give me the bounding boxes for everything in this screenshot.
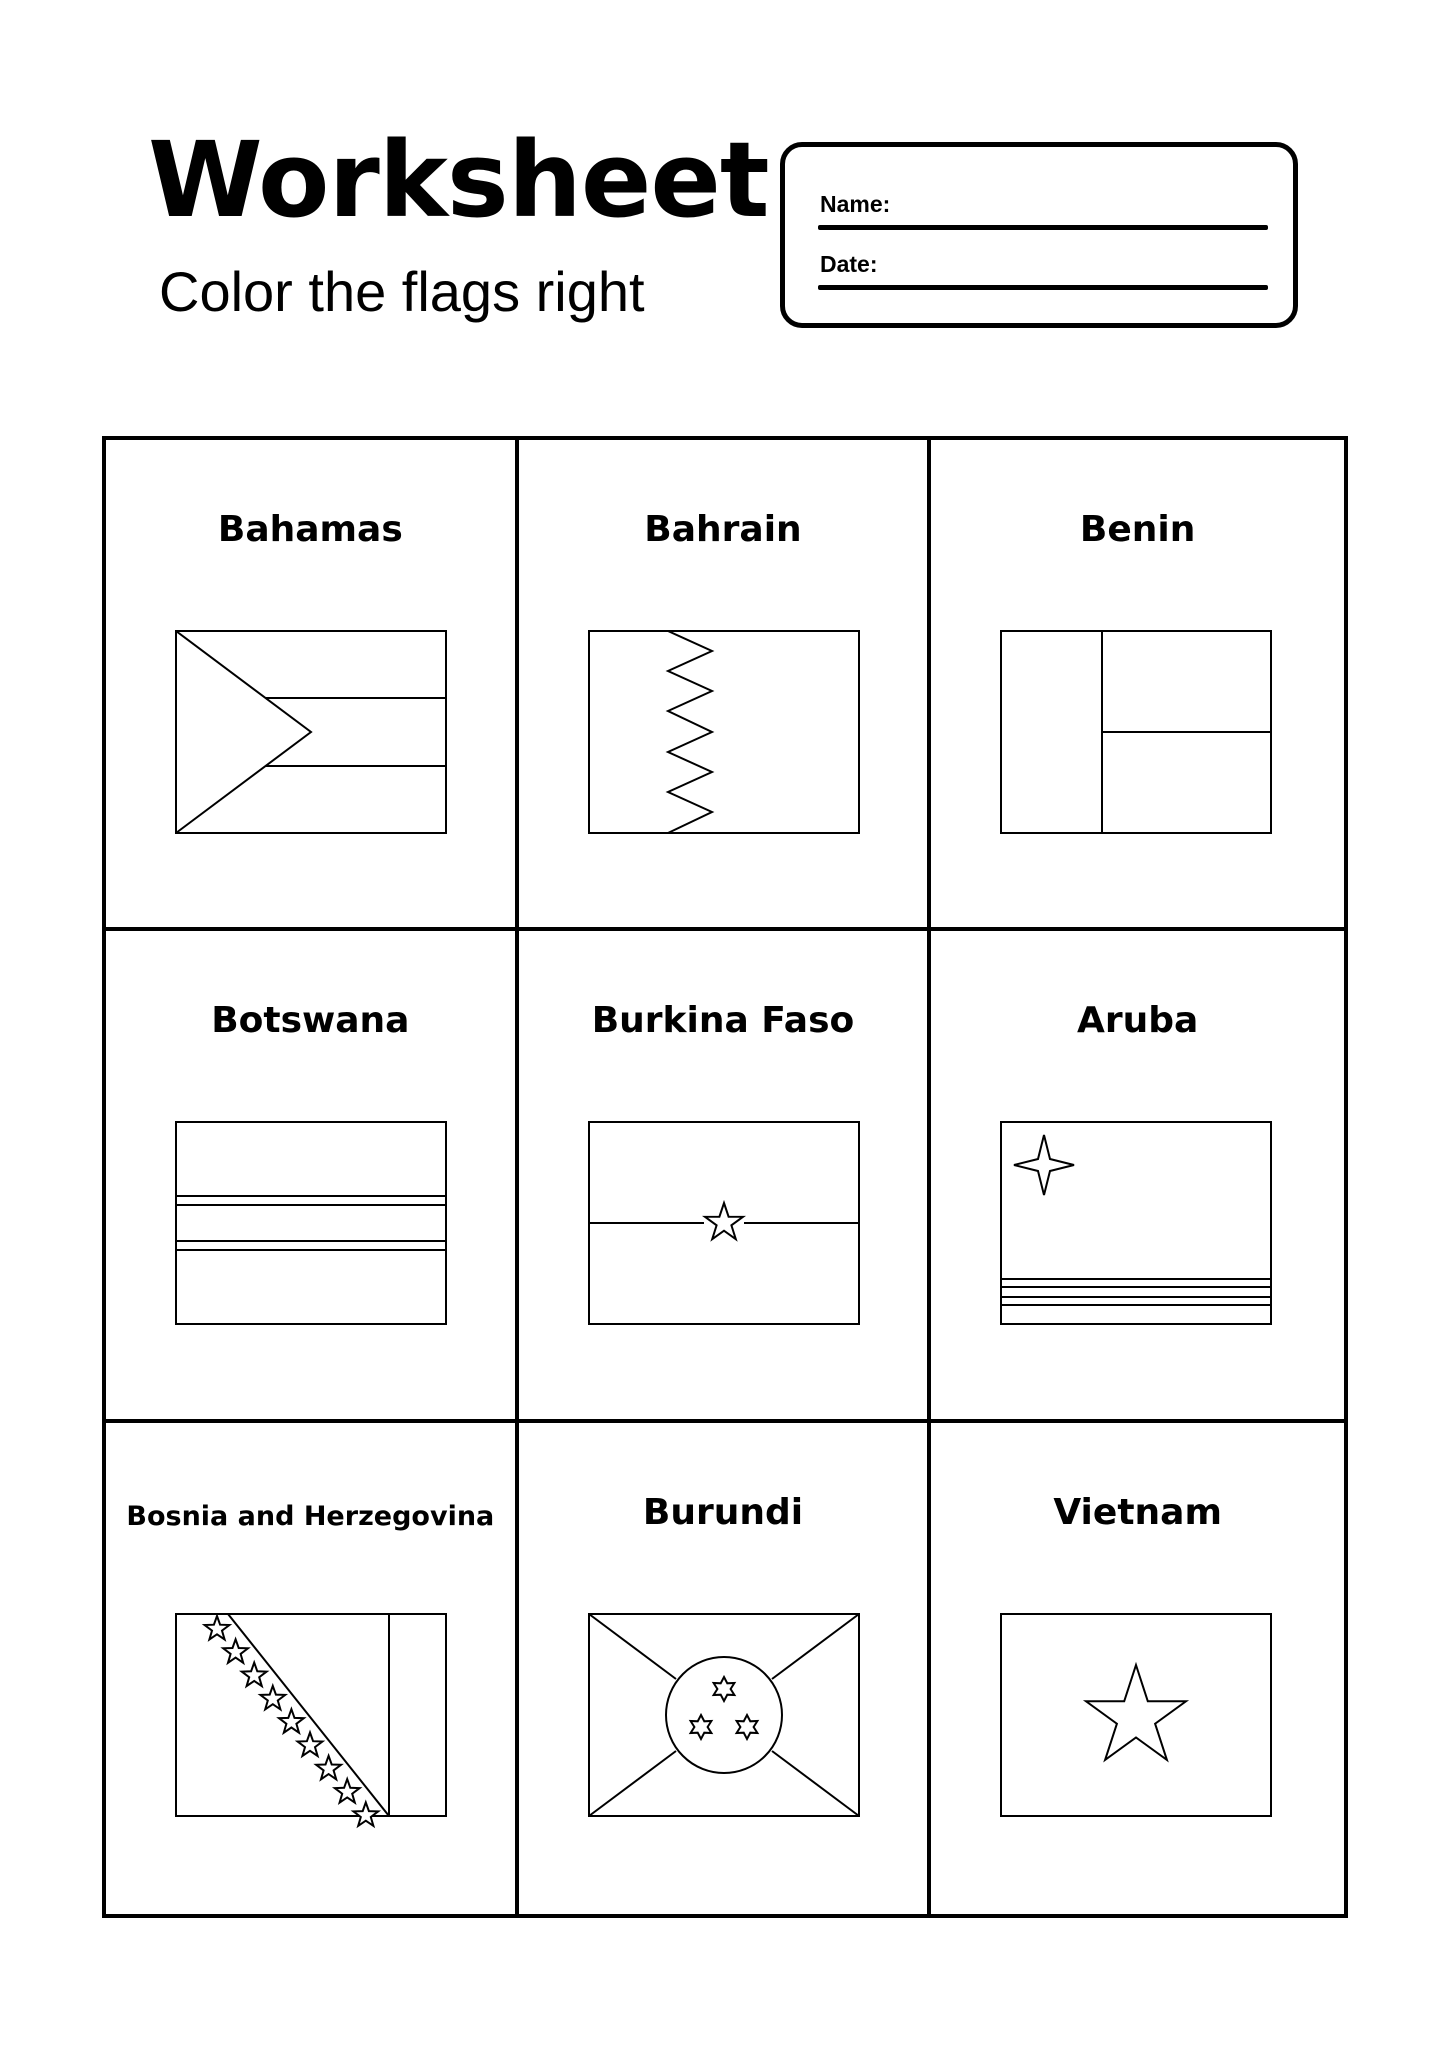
date-label: Date: bbox=[820, 251, 878, 277]
bosnia-star-icon bbox=[353, 1802, 378, 1826]
bosnia-star-icon bbox=[242, 1662, 267, 1686]
bosnia-star-icon bbox=[223, 1639, 248, 1663]
burundi-star-icon bbox=[736, 1715, 757, 1739]
country-label: Bahamas bbox=[217, 509, 403, 550]
name-date-box bbox=[780, 142, 1298, 328]
flag-cell-benin bbox=[931, 440, 1344, 931]
country-label: Burkina Faso bbox=[591, 1000, 855, 1042]
flag-cell-burkina-faso bbox=[519, 931, 932, 1422]
bosnia-star-icon bbox=[205, 1616, 230, 1640]
bosnia-star-icon bbox=[335, 1779, 360, 1803]
burundi-star-icon bbox=[690, 1715, 711, 1739]
flag-cell-bahrain bbox=[519, 440, 932, 931]
country-label: Bosnia and Herzegovina bbox=[126, 1500, 495, 1532]
bahamas-flag-icon[interactable] bbox=[175, 630, 447, 834]
flag-cell-aruba bbox=[931, 931, 1344, 1422]
worksheet-title: Worksheet bbox=[148, 119, 769, 241]
country-label: Botswana bbox=[211, 1000, 410, 1042]
worksheet-subtitle: Color the flags right bbox=[159, 260, 645, 323]
country-label: Bahrain bbox=[644, 509, 802, 550]
flags-grid bbox=[102, 436, 1348, 1918]
name-label: Name: bbox=[820, 191, 891, 217]
burkina-faso-flag-icon[interactable] bbox=[588, 1121, 860, 1325]
name-line[interactable] bbox=[818, 225, 1268, 230]
bosnia-star-icon bbox=[298, 1732, 323, 1756]
bahrain-flag-icon[interactable] bbox=[588, 630, 860, 834]
country-label: Aruba bbox=[1077, 1000, 1199, 1042]
bosnia-flag-icon[interactable] bbox=[175, 1613, 447, 1817]
date-line[interactable] bbox=[818, 285, 1268, 290]
bosnia-star-icon bbox=[279, 1709, 304, 1733]
vietnam-flag-icon[interactable] bbox=[1000, 1613, 1272, 1817]
country-label: Benin bbox=[1079, 509, 1196, 550]
flag-cell-burundi bbox=[519, 1423, 932, 1914]
flag-cell-bahamas bbox=[106, 440, 519, 931]
flag-cell-botswana bbox=[106, 931, 519, 1422]
benin-flag-icon[interactable] bbox=[1000, 630, 1272, 834]
aruba-flag-icon[interactable] bbox=[1000, 1121, 1272, 1325]
flag-cell-vietnam bbox=[931, 1423, 1344, 1914]
burundi-flag-icon[interactable] bbox=[588, 1613, 860, 1817]
botswana-flag-icon[interactable] bbox=[175, 1121, 447, 1325]
bosnia-star-icon bbox=[260, 1686, 285, 1710]
country-label: Vietnam bbox=[1053, 1491, 1222, 1533]
flag-cell-bosnia bbox=[106, 1423, 519, 1914]
burundi-star-icon bbox=[713, 1677, 734, 1701]
bosnia-star-icon bbox=[316, 1755, 341, 1779]
country-label: Burundi bbox=[642, 1491, 804, 1533]
